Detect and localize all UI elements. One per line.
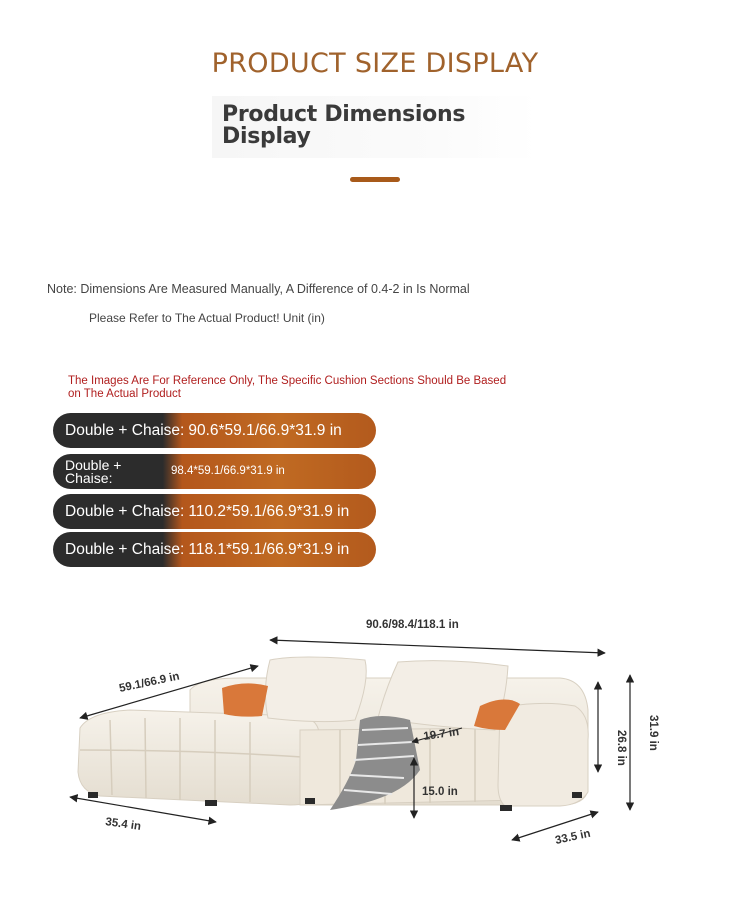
seat-cushion-depth-label: 19.7 in <box>422 726 460 743</box>
size-option-value: 90.6*59.1/66.9*31.9 in <box>188 421 342 439</box>
title-underline <box>350 177 400 182</box>
length-label: 90.6/98.4/118.1 in <box>366 619 459 631</box>
seat-depth-label: 33.5 in <box>554 827 592 847</box>
arm-height-label: 26.8 in <box>615 730 627 766</box>
page-title: PRODUCT SIZE DISPLAY <box>211 48 539 79</box>
seat-height-label: 15.0 in <box>422 786 458 798</box>
size-option-label: Double + Chaise <box>65 502 181 520</box>
size-option-value: 118.1*59.1/66.9*31.9 in <box>188 540 350 558</box>
size-option-label: Double + Chaise <box>65 421 181 439</box>
size-option-3[interactable]: Double + Chaise : 110.2*59.1/66.9*31.9 in <box>53 494 376 529</box>
size-option-label: Double + Chaise: <box>65 456 122 486</box>
reference-disclaimer: The Images Are For Reference Only, The Specific Cushion Sections Should Be Based on The Actual Product <box>68 375 507 400</box>
subtitle-banner <box>212 96 538 158</box>
chaise-width-label: 35.4 in <box>104 816 142 833</box>
sofa-dimension-figure <box>0 600 750 905</box>
unit-note: Please Refer to The Actual Product! Unit (in) <box>89 311 325 325</box>
size-option-1[interactable]: Double + Chaise : 90.6*59.1/66.9*31.9 in <box>53 413 376 448</box>
size-option-value: 110.2*59.1/66.9*31.9 in <box>188 502 350 520</box>
size-option-2[interactable] <box>53 454 376 489</box>
measurement-note: Note: Dimensions Are Measured Manually, A Difference of 0.4-2 in Is Normal <box>47 282 470 296</box>
page-subtitle: Product Dimensions Display <box>222 102 466 149</box>
size-option-4[interactable]: Double + Chaise : 118.1*59.1/66.9*31.9 in <box>53 532 376 567</box>
size-option-value: 98.4*59.1/66.9*31.9 in <box>171 465 285 477</box>
chaise-depth-label: 59.1/66.9 in <box>118 670 181 695</box>
height-label: 31.9 in <box>647 715 659 751</box>
size-option-label: Double + Chaise <box>65 540 181 558</box>
